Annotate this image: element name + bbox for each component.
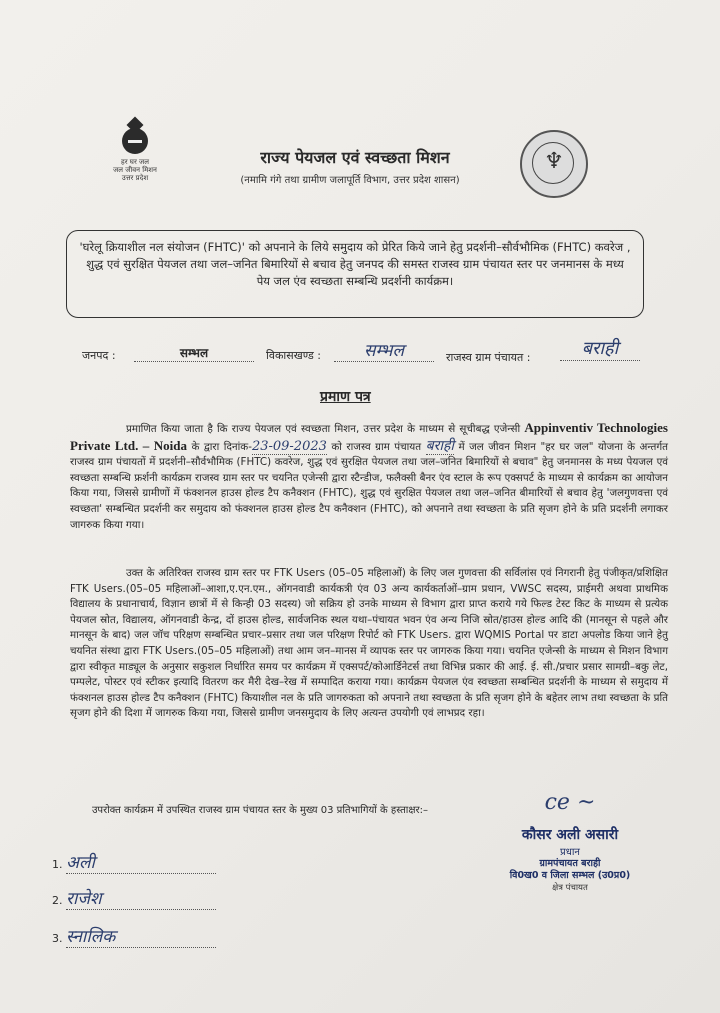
certificate-paragraph-2: उक्त के अतिरिक्त राजस्व ग्राम स्तर पर FTK Users (05–05 महिलाओं) के लिए जल गुणवत्ता की सर्विलांस एवं निगरानी हेतु पंजीकृत/प्रशिक्षित FTK Users.(05–05 महिलाओं–आशा,ए.एन.एम., ऑगनवाडी कार्यकत्री एंव 03 अन्य कार्यकर्ताओं–ग्राम प्रधान, VWSC सदस्य, प्राईमरी अथवा प्राथमिक विद्यालय के प्रधानाचार्य, विज्ञान छात्रों में से किन्ही 03 सदस्य) जो सक्रिय हो उनके माध्यम से विभाग द्वारा प्राप्त कराये गये फिल्ड टेस्ट किट के माध्यम से प्रत्येक पेयजल स्रोत, विद्यालय, ऑगनवाडी केन्द्र, दों हाउस होल्ड, सार्वजनिक स्थल यथा–पंचायत भवन एंव अन्य निजि स्रोत/हाउस होल्ड आदि की (मानसून से पहले और मानसून के बाद) जल जॉच परिक्षण सम्बन्धित प्रचार–प्रसार तथा जल परिक्षण रिपोर्ट को FTK Users. द्वारा WQMIS Portal पर डाटा अपलोड किया जाने हेतु चयनित संस्था द्वारा FTK Users.(05–05 महिलाओं) तथा आम जन–मानस में व्यापक स्तर पर जागरुक किया गया। चयनित एजेन्सी के माध्यम से मिशन विभाग द्वारा स्वीकृत माड्यूल के अनुसार सकुशल निर्धारित समय पर कार्यक्रम में एक्सपर्ट/कोआर्डिनेटर्स तथा विभिन्न प्रकार की आई. ई. सी./प्रचार प्रसार सामग्री–बकु लेट, पम्पलेट, पोस्टर एवं स्टीकर इत्यादि वितरण कर मैरी देख–रेख में सम्पादित कराया गया। कार्यक्रम पेयजल एंव स्वच्छता सम्बन्धित प्रदर्शनी के माध्यम से समुदाय में फंक्शनल हाउस होल्ड टैप कनैक्शन (FHTC) कियाशील नल के प्रति जागरुकता को अपनाने तथा स्वच्छता के प्रति सृजग होने के बहेतर लाभ तथा स्वच्छता के प्रति सृजग होने की दिशा में जागरुक किया गया, जिससे ग्रामीण जनसमुदाय के लिए अत्यन्त उपयोगी एवं लाभप्रद रहा। [70, 567, 668, 720]
participants-signature-intro: उपरोक्त कार्यक्रम में उपस्थित राजस्व ग्राम पंचायत स्तर के मुख्य 03 प्रतिभागियों के हस्ताक्षर:– [91, 805, 429, 816]
gram-panchayat-value: बराही [560, 336, 640, 361]
participant-signature: अली [66, 850, 216, 874]
agency-name: Appinventiv Technologies Private Ltd. – Noida [70, 420, 668, 453]
para1-text-d: में जल जीवन मिशन "हर घर जल" योजना के अन्तर्गत राजस्व ग्राम पंचायतों में प्रदर्शनी–सौर्वभौमिक (FHTC) कवरेज, शुद्ध एवं सुरक्षित पेयजल तथा जल–जनित बिमारियों से बचाव" हेतु जनमानस के मध्य पेयजल एवं स्वच्छता सम्बन्धि फ्रर्शनी कार्यक्रम राजस्व ग्राम स्तर पर चयनित एजेन्सी द्वारा स्टैन्डीज, फलैक्सी बैनर एंव स्टाल के रूप एक्सपर्ट के माध्यम से कार्यक्रम का आयोजन किया गया, जिससे ग्रामीणों में फंक्शनल हाउस होल्ड टैप कनैक्शन (FHTC), शुद्ध एवं सुरक्षित पेयजल तथा जल–जनित बीमारियों से बचाव हेतु 'जलगुणवत्ता एवं स्वच्छता' सम्बन्धित प्रदर्शनी कर समुदाय को फंक्शनल हाउस होल्ड टैप कनैक्शन (FHTC), को अपनाने तथा स्वच्छता के प्रति सृजग होने के प्रति प्रदर्शनी लगाकर जागरुक किया गया। [70, 440, 669, 531]
para1-text-a: प्रमाणित किया जाता है कि राज्य पेयजल एवं स्वच्छता मिशन, उत्तर प्रदेश के माध्यम से सूचीबद्ध एजेन्सी [126, 423, 521, 435]
water-drop-icon [122, 128, 148, 154]
participant-signature-3 [52, 924, 216, 948]
participant-number: 1. [52, 858, 63, 871]
mission-title: राज्य पेयजल एवं स्वच्छता मिशन [260, 148, 450, 167]
har-ghar-jal-logo [110, 128, 160, 182]
participant-signature: स्नालिक [66, 924, 216, 948]
village-name: बराही [425, 437, 455, 454]
certificate-paragraph-1 [70, 420, 668, 533]
stamp-line-1: ग्रामपंचायत बराही [539, 858, 601, 869]
pradhan-signature-block [460, 790, 680, 893]
participant-signature-1 [52, 850, 216, 874]
vikas-khand-value: सम्भल [334, 338, 434, 362]
certificate-heading: प्रमाण पत्र [320, 389, 371, 405]
pradhan-name: कौसर अली असारी [521, 827, 619, 843]
para1-text-c: को राजस्व ग्राम पंचायत [331, 440, 422, 453]
participant-signature: राजेश [66, 886, 216, 910]
participant-signature-2 [52, 886, 216, 910]
mission-subtitle: (नमामि गंगे तथा ग्रामीण जलापूर्ति विभाग, उत्तर प्रदेश शासन) [240, 175, 460, 186]
location-fields [82, 338, 642, 370]
janpad-value: सम्भल [134, 344, 254, 362]
gram-panchayat-label: राजस्व ग्राम पंचायत : [446, 351, 531, 364]
para1-text-b: के द्वारा दिनांक- [191, 440, 252, 453]
participant-number: 2. [52, 894, 63, 907]
janpad-label: जनपद : [82, 349, 116, 362]
pradhan-signature: ce ~ [544, 790, 596, 815]
up-government-emblem [520, 130, 588, 198]
vikas-khand-label: विकासखण्ड : [266, 349, 322, 362]
stamp-line-3: क्षेत्र पंचायत [552, 883, 588, 893]
participant-number: 3. [52, 932, 63, 945]
pradhan-role: प्रधान [560, 847, 580, 858]
program-title-text: 'घरेलू क्रियाशील नल संयोजन (FHTC)' को अपनाने के लिये समुदाय को प्रेरित किये जाने हेतु प्रदर्शनी–सौर्वभौमिक (FHTC) कवरेज , शुद्ध एवं सुरक्षित पेयजल तथा जल–जनित बिमारियों से बचाव हेतु जनपद की समस्त राजस्व ग्राम पंचायत स्तर पर जनमानस के मध्य पेय जल एंव स्वच्छता सम्बन्धि प्रदर्शनी कार्यक्रम। [79, 240, 631, 288]
program-date: 23-09-2023 [251, 438, 327, 454]
emblem-symbol-icon: ♆ [544, 149, 564, 174]
program-title-box [66, 230, 644, 318]
logo-text: हर घर जल जल जीवन मिशन उत्तर प्रदेश [113, 158, 157, 182]
stamp-line-2: वि0ख0 व जिला सम्भल (उ0प्र0) [509, 870, 631, 881]
